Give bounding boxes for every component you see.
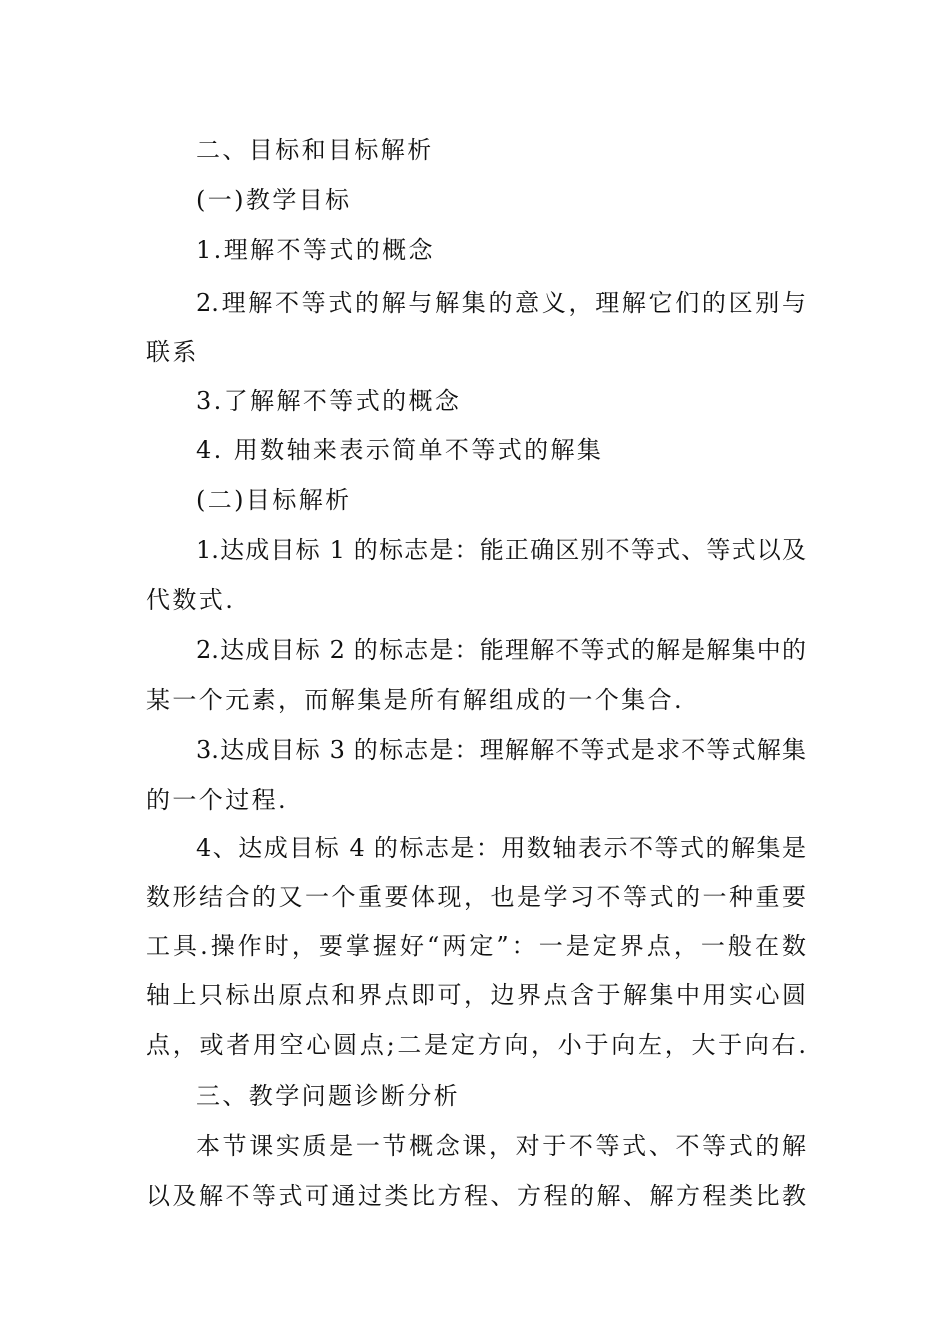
analysis-item-3-cont: 的一个过程. [146, 786, 289, 814]
analysis-item-4-cont-4: 点，或者用空心圆点;二是定方向，小于向左，大于向右. [146, 1031, 806, 1059]
goal-item-2-cont: 联系 [146, 338, 199, 366]
analysis-item-4-cont-1: 数形结合的又一个重要体现，也是学习不等式的一种重要 [146, 883, 806, 911]
analysis-item-3: 3.达成目标 3 的标志是：理解解不等式是求不等式解集 [196, 736, 806, 764]
analysis-item-1: 1.达成目标 1 的标志是：能正确区别不等式、等式以及 [196, 536, 806, 564]
analysis-item-4-cont-3: 轴上只标出原点和界点即可，边界点含于解集中用实心圆 [146, 981, 806, 1009]
analysis-item-4-cont-2: 工具.操作时，要掌握好“两定”：一是定界点，一般在数 [146, 932, 806, 960]
analysis-item-2-cont: 某一个元素，而解集是所有解组成的一个集合. [146, 686, 685, 714]
analysis-item-4: 4、达成目标 4 的标志是：用数轴表示不等式的解集是 [196, 834, 806, 862]
subheading-teaching-goals: (一)教学目标 [196, 186, 352, 214]
analysis-item-1-cont: 代数式. [146, 586, 236, 614]
goal-item-3: 3.了解解不等式的概念 [196, 387, 462, 415]
section-heading-diagnosis: 三、教学问题诊断分析 [196, 1082, 460, 1110]
diagnosis-paragraph: 本节课实质是一节概念课，对于不等式、不等式的解 [196, 1132, 806, 1160]
goal-item-2: 2.理解不等式的解与解集的意义，理解它们的区别与 [196, 289, 806, 317]
goal-item-1: 1.理解不等式的概念 [196, 236, 435, 264]
goal-item-4: 4. 用数轴来表示简单不等式的解集 [196, 436, 604, 464]
section-heading-goals: 二、目标和目标解析 [196, 136, 434, 164]
subheading-goal-analysis: (二)目标解析 [196, 486, 352, 514]
diagnosis-paragraph-cont: 以及解不等式可通过类比方程、方程的解、解方程类比教 [146, 1182, 806, 1210]
analysis-item-2: 2.达成目标 2 的标志是：能理解不等式的解是解集中的 [196, 636, 806, 664]
